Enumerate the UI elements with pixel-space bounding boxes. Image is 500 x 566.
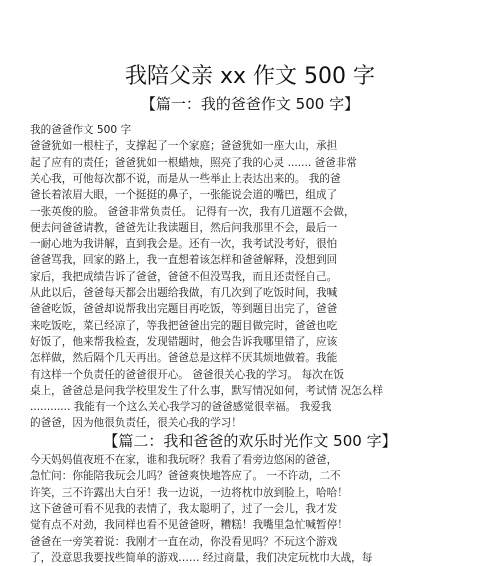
text-line: 起了应有的责任；爸爸犹如一根蜡烛，照亮了我的心灵 ....... 爸爸非常 [30,156,357,169]
text-line: 一张英俊的脸。 爸爸非常负责任。 记得有一次，我有几道题不会做， [30,205,355,218]
text-line: ............ 我能有一个这么关心我学习的爸爸感觉很幸福。 我爱我 [30,401,332,414]
section2-heading: 【篇二：我和爸爸的欢乐时光作文 500 字】 [103,432,397,450]
text-line: 家后，我把成绩告诉了爸爸，爸爸不但没骂我，而且还责怪自己。 [30,270,338,283]
text-line: 一耐心地为我讲解，直到我会是。还有一次，我考试没考好，很怕 [30,238,338,251]
text-line: 我的爸爸作文 500 字 [30,124,132,136]
text-line: 好饭了，他来帮我检查，发现错题时，他会告诉我哪里错了，应该 [30,335,338,348]
text-line: 桌上，爸爸总是问我学校里发生了什么事，默写情况如何，考试情 况怎么样 [30,384,383,397]
text-line: 的爸爸，因为他很负责任，很关心我的学习！ [30,417,242,430]
text-line: 这下爸爸可看不见我的表情了，我太聪明了，过了一会儿，我才发 [30,502,338,515]
text-line: 今天妈妈值夜班不在家，谁和我玩呀？我看了看旁边悠闲的爸爸， [30,454,338,466]
page-title: 我陪父亲 xx 作文 500 字 [124,64,375,89]
text-line: 觉有点不对劲，我同样也看不见爸爸呀，糟糕！我嘴里急忙喊暂停！ [30,519,348,532]
text-line: 爸爸骂我，回家的路上，我一直想着该怎样和爸爸解释，没想到回 [30,254,338,267]
text-line: 怎样做，然后隔个几天再出。爸爸总是这样不厌其烦地做着。我能 [30,352,338,365]
text-line: 便去问爸爸请教，爸爸先让我读题目，然后问我那里不会，最后一 [30,221,338,234]
text-line: 爸爸吃饭，爸爸却说帮我出完题目再吃饭，等到题目出完了，爸爸 [30,303,338,316]
text-line: 有这样一个负责任的爸爸很开心。 爸爸很关心我的学习。 每次在饭 [30,368,344,381]
text-line: 爸爸在一旁笑着说：我刚才一直在动，你没看见吗？不玩这个游戏 [30,535,338,548]
text-line: 来吃饭吃，菜已经凉了，等我把爸爸出完的题目做完时，爸爸也吃 [30,319,338,332]
text-line: 关心我，可他每次都不说，而是从一些举止上表达出来的。 我的爸 [30,172,341,185]
text-line: 爸长着浓眉大眼，一个挺挺的鼻子，一张能说会道的嘴巴，组成了 [30,189,338,202]
text-line: 从此以后，爸爸每天都会出题给我做，有几次到了吃饭时间，我喊 [30,287,338,299]
text-line: 了，没意思我要找些简单的游戏…… 经过商量，我们决定玩枕巾大战，每 [30,551,373,564]
text-line: 急忙问：你能陪我玩会儿吗？爸爸爽快地答应了。 一不许动，二不 [30,470,341,483]
text-line: 许笑，三不许露出大白牙！我一边说，一边将枕巾放到脸上，哈哈！ [30,486,348,499]
section1-heading: 【篇一：我的爸爸作文 500 字】 [140,95,360,113]
text-line: 爸爸犹如一根柱子，支撑起了一个家庭；爸爸犹如一座大山，承担 [30,140,338,153]
